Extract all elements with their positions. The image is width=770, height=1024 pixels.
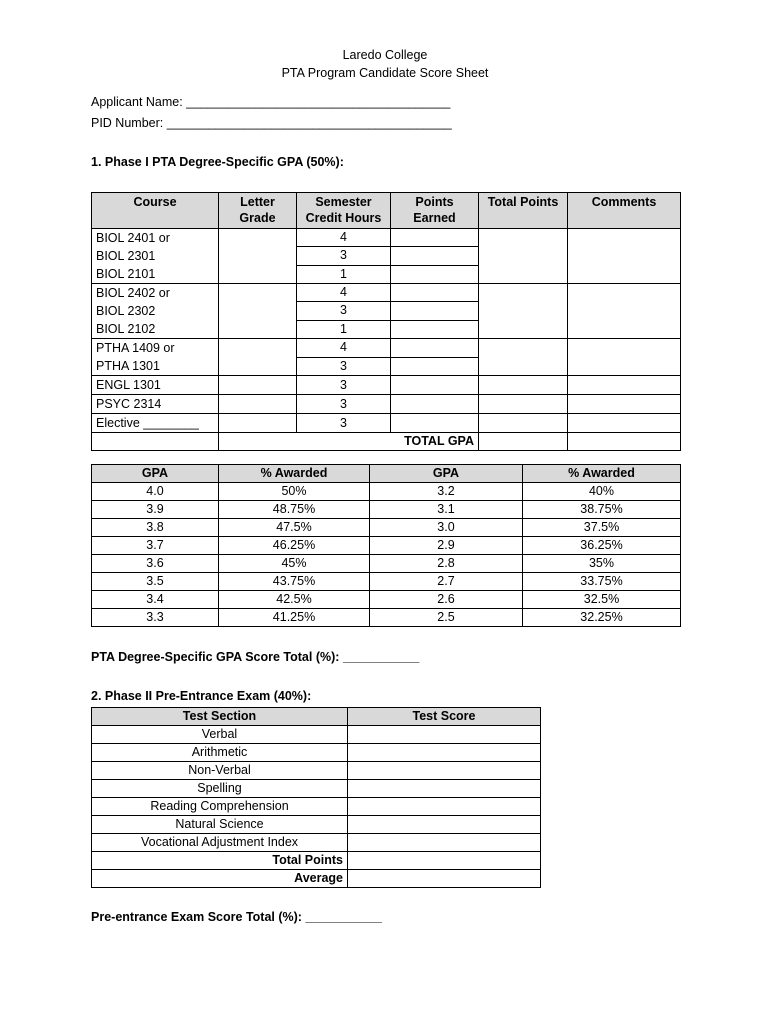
total-gpa-comments[interactable] <box>568 433 681 451</box>
average-row <box>92 870 541 888</box>
test-score-cell[interactable] <box>348 762 541 780</box>
document-title: PTA Program Candidate Score Sheet <box>281 66 489 80</box>
gpa-cell: 3.5 <box>92 573 219 591</box>
percent-awarded-cell: 37.5% <box>523 519 681 537</box>
test-score-cell[interactable] <box>348 726 541 744</box>
points-earned-cell[interactable] <box>391 302 479 320</box>
table-row <box>92 573 681 591</box>
percent-awarded-cell: 33.75% <box>523 573 681 591</box>
applicant-name-field[interactable]: Applicant Name: ______________________________________ <box>91 95 451 109</box>
credit-hours-cell: 3 <box>297 414 391 433</box>
course-cell <box>92 229 219 284</box>
credit-hours-cell: 1 <box>297 320 391 338</box>
percent-awarded-cell: 45% <box>219 555 370 573</box>
test-score-cell[interactable] <box>348 816 541 834</box>
average-label: Average <box>92 870 348 888</box>
exam-score-total[interactable]: Pre-entrance Exam Score Total (%): ___________ <box>91 910 382 924</box>
letter-grade-cell[interactable] <box>219 376 297 395</box>
table-row <box>92 816 541 834</box>
table-row <box>92 798 541 816</box>
course-name: PTHA 1301 <box>96 359 160 373</box>
table-row <box>92 229 681 247</box>
header-percent-awarded: % Awarded <box>219 465 370 483</box>
total-points-label: Total Points <box>92 852 348 870</box>
points-earned-cell[interactable] <box>391 229 479 247</box>
comments-cell[interactable] <box>568 414 681 433</box>
comments-cell[interactable] <box>568 284 681 339</box>
gpa-cell: 2.7 <box>370 573 523 591</box>
table-header-row <box>92 708 541 726</box>
college-name: Laredo College <box>342 48 428 62</box>
gpa-cell: 2.8 <box>370 555 523 573</box>
course-name: PTHA 1409 or <box>96 341 175 355</box>
gpa-award-table <box>91 464 681 627</box>
percent-awarded-cell: 41.25% <box>219 609 370 627</box>
test-score-cell[interactable] <box>348 744 541 762</box>
course-name: BIOL 2102 <box>96 322 156 336</box>
average-score-cell[interactable] <box>348 870 541 888</box>
header-points-earned: Points Earned <box>391 193 479 229</box>
credit-hours-cell: 3 <box>297 357 391 376</box>
points-earned-cell[interactable] <box>391 414 479 433</box>
table-row <box>92 744 541 762</box>
header-percent-awarded: % Awarded <box>523 465 681 483</box>
percent-awarded-cell: 43.75% <box>219 573 370 591</box>
gpa-cell: 3.4 <box>92 591 219 609</box>
table-row <box>92 555 681 573</box>
total-gpa-value[interactable] <box>479 433 568 451</box>
letter-grade-cell[interactable] <box>219 339 297 376</box>
credit-hours-cell: 3 <box>297 376 391 395</box>
gpa-cell: 3.0 <box>370 519 523 537</box>
test-section-name: Vocational Adjustment Index <box>92 834 348 852</box>
points-earned-cell[interactable] <box>391 395 479 414</box>
table-header-row <box>92 465 681 483</box>
total-points-cell[interactable] <box>479 376 568 395</box>
table-row <box>92 591 681 609</box>
percent-awarded-cell: 50% <box>219 483 370 501</box>
total-points-row <box>92 852 541 870</box>
course-cell <box>92 339 219 376</box>
course-cell: PSYC 2314 <box>92 395 219 414</box>
header-comments: Comments <box>568 193 681 229</box>
percent-awarded-cell: 36.25% <box>523 537 681 555</box>
empty-cell <box>92 433 219 451</box>
total-points-cell[interactable] <box>479 339 568 376</box>
comments-cell[interactable] <box>568 339 681 376</box>
course-name: BIOL 2302 <box>96 304 156 318</box>
percent-awarded-cell: 35% <box>523 555 681 573</box>
table-row <box>92 501 681 519</box>
table-row <box>92 376 681 395</box>
header-gpa: GPA <box>370 465 523 483</box>
credit-hours-cell: 1 <box>297 265 391 283</box>
header-total-points: Total Points <box>479 193 568 229</box>
table-row <box>92 780 541 798</box>
percent-awarded-cell: 42.5% <box>219 591 370 609</box>
comments-cell[interactable] <box>568 376 681 395</box>
gpa-cell: 3.7 <box>92 537 219 555</box>
percent-awarded-cell: 32.25% <box>523 609 681 627</box>
gpa-cell: 4.0 <box>92 483 219 501</box>
pre-entrance-exam-table <box>91 707 541 888</box>
comments-cell[interactable] <box>568 395 681 414</box>
course-cell: ENGL 1301 <box>92 376 219 395</box>
table-row <box>92 519 681 537</box>
total-gpa-label: TOTAL GPA <box>219 433 479 451</box>
test-section-name: Verbal <box>92 726 348 744</box>
phase1-gpa-table <box>91 192 681 451</box>
phase1-heading: 1. Phase I PTA Degree-Specific GPA (50%): <box>91 155 344 169</box>
test-score-cell[interactable] <box>348 798 541 816</box>
test-section-name: Reading Comprehension <box>92 798 348 816</box>
points-earned-cell[interactable] <box>391 284 479 302</box>
test-section-name: Non-Verbal <box>92 762 348 780</box>
gpa-cell: 3.6 <box>92 555 219 573</box>
total-gpa-row <box>92 433 681 451</box>
letter-grade-cell[interactable] <box>219 284 297 339</box>
table-row <box>92 537 681 555</box>
header-course: Course <box>92 193 219 229</box>
gpa-cell: 3.3 <box>92 609 219 627</box>
header-credit-hours: Semester Credit Hours <box>297 193 391 229</box>
letter-grade-cell[interactable] <box>219 229 297 284</box>
table-row <box>92 284 681 302</box>
gpa-cell: 2.9 <box>370 537 523 555</box>
gpa-cell: 2.6 <box>370 591 523 609</box>
table-row <box>92 609 681 627</box>
table-row <box>92 483 681 501</box>
course-name: BIOL 2402 or <box>96 286 170 300</box>
credit-hours-cell: 3 <box>297 247 391 265</box>
test-section-name: Spelling <box>92 780 348 798</box>
percent-awarded-cell: 46.25% <box>219 537 370 555</box>
credit-hours-cell: 4 <box>297 284 391 302</box>
percent-awarded-cell: 47.5% <box>219 519 370 537</box>
test-section-name: Natural Science <box>92 816 348 834</box>
comments-cell[interactable] <box>568 229 681 284</box>
total-points-score-cell[interactable] <box>348 852 541 870</box>
pid-number-field[interactable]: PID Number: _________________________________________ <box>91 116 452 130</box>
gpa-score-total[interactable]: PTA Degree-Specific GPA Score Total (%): ___________ <box>91 650 420 664</box>
table-row <box>92 414 681 433</box>
test-section-name: Arithmetic <box>92 744 348 762</box>
points-earned-cell[interactable] <box>391 339 479 358</box>
total-points-cell[interactable] <box>479 414 568 433</box>
credit-hours-cell: 4 <box>297 339 391 358</box>
letter-grade-cell[interactable] <box>219 395 297 414</box>
points-earned-cell[interactable] <box>391 357 479 376</box>
course-name: BIOL 2401 or <box>96 231 170 245</box>
test-score-cell[interactable] <box>348 834 541 852</box>
gpa-cell: 3.9 <box>92 501 219 519</box>
letter-grade-cell[interactable] <box>219 414 297 433</box>
percent-awarded-cell: 32.5% <box>523 591 681 609</box>
percent-awarded-cell: 48.75% <box>219 501 370 519</box>
table-row <box>92 339 681 358</box>
points-earned-cell[interactable] <box>391 265 479 283</box>
percent-awarded-cell: 40% <box>523 483 681 501</box>
table-row <box>92 395 681 414</box>
header-test-score: Test Score <box>348 708 541 726</box>
table-header-row <box>92 193 681 229</box>
gpa-cell: 3.1 <box>370 501 523 519</box>
header-gpa: GPA <box>92 465 219 483</box>
points-earned-cell[interactable] <box>391 320 479 338</box>
header-test-section: Test Section <box>92 708 348 726</box>
table-row <box>92 834 541 852</box>
total-points-cell[interactable] <box>479 229 568 284</box>
table-row <box>92 726 541 744</box>
credit-hours-cell: 4 <box>297 229 391 247</box>
percent-awarded-cell: 38.75% <box>523 501 681 519</box>
points-earned-cell[interactable] <box>391 247 479 265</box>
gpa-cell: 2.5 <box>370 609 523 627</box>
credit-hours-cell: 3 <box>297 395 391 414</box>
gpa-cell: 3.2 <box>370 483 523 501</box>
gpa-cell: 3.8 <box>92 519 219 537</box>
course-name: BIOL 2301 <box>96 249 156 263</box>
header-letter-grade: Letter Grade <box>219 193 297 229</box>
total-points-cell[interactable] <box>479 395 568 414</box>
course-cell: Elective ________ <box>92 414 219 433</box>
points-earned-cell[interactable] <box>391 376 479 395</box>
total-points-cell[interactable] <box>479 284 568 339</box>
phase2-heading: 2. Phase II Pre-Entrance Exam (40%): <box>91 689 312 703</box>
course-name: BIOL 2101 <box>96 267 156 281</box>
course-cell <box>92 284 219 339</box>
credit-hours-cell: 3 <box>297 302 391 320</box>
test-score-cell[interactable] <box>348 780 541 798</box>
table-row <box>92 762 541 780</box>
